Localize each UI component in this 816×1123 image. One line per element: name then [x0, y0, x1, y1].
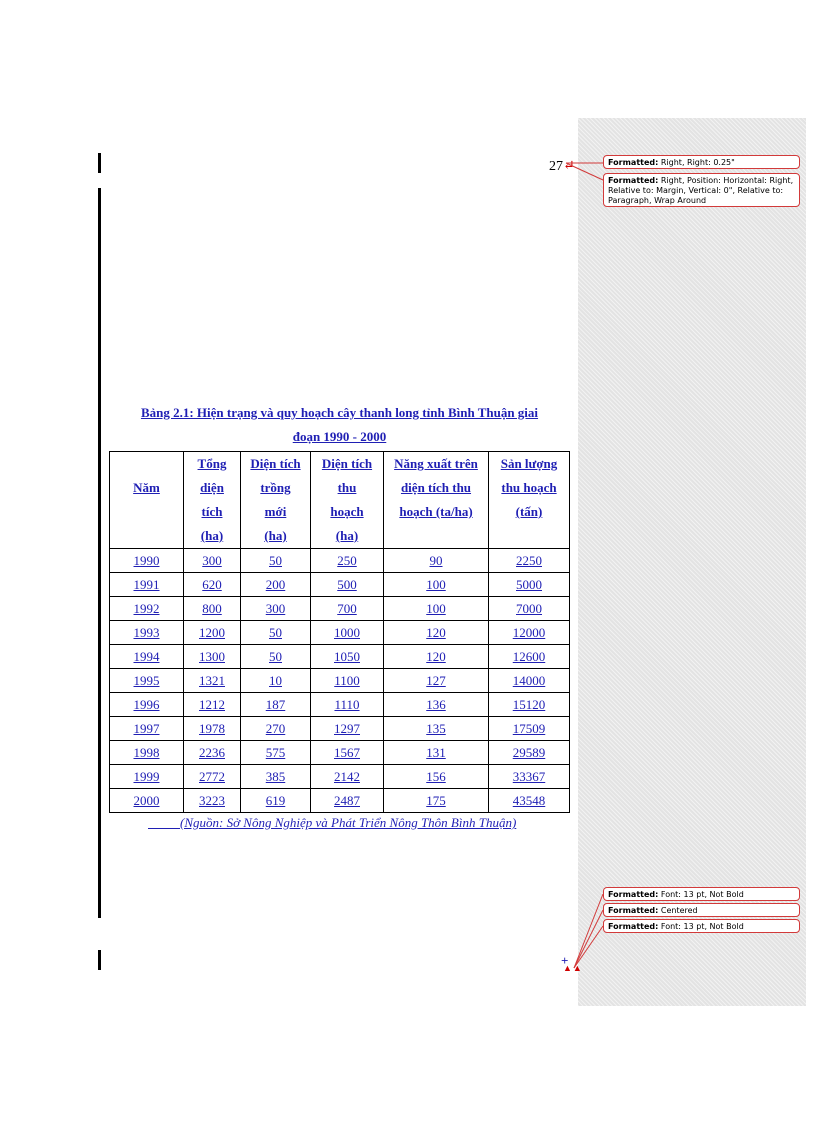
table-cell: 1997 — [110, 717, 184, 741]
table-cell: 2250 — [489, 549, 570, 573]
table-cell: 800 — [184, 597, 241, 621]
table-cell: 1996 — [110, 693, 184, 717]
header-line: (ha) — [264, 528, 287, 543]
table-cell: 187 — [241, 693, 311, 717]
header-line: (tấn) — [515, 504, 543, 519]
table-cell: 200 — [241, 573, 311, 597]
source-note: (Nguồn: Sở Nông Nghiệp và Phát Triển Nông Thôn Bình Thuận) — [180, 815, 517, 830]
table-row — [110, 717, 570, 741]
table-cell: 250 — [311, 549, 384, 573]
table-cell: 575 — [241, 741, 311, 765]
header-line: (ha) — [335, 528, 359, 543]
table-cell: 1100 — [311, 669, 384, 693]
table-row — [110, 669, 570, 693]
table-row — [110, 549, 570, 573]
table-cell: 120 — [384, 645, 489, 669]
table-cell: 12600 — [489, 645, 570, 669]
table-cell: 1995 — [110, 669, 184, 693]
table-cell: 12000 — [489, 621, 570, 645]
table-cell: 127 — [384, 669, 489, 693]
table-cell: 1200 — [184, 621, 241, 645]
header-line: (ha) — [200, 528, 224, 543]
table-row — [110, 621, 570, 645]
table-row — [110, 573, 570, 597]
table-cell: 135 — [384, 717, 489, 741]
table-cell: 1992 — [110, 597, 184, 621]
table-cell: 120 — [384, 621, 489, 645]
table-cell: 1300 — [184, 645, 241, 669]
table-row — [110, 741, 570, 765]
table-cell: 700 — [311, 597, 384, 621]
header-dien-tich-thu-hoach — [311, 452, 384, 549]
data-table — [109, 451, 570, 813]
table-cell: 500 — [311, 573, 384, 597]
table-cell: 619 — [241, 789, 311, 813]
comment-label: Formatted: — [608, 158, 659, 167]
header-line: thu hoạch — [501, 480, 557, 495]
table-cell: 136 — [384, 693, 489, 717]
header-line: trồng — [260, 480, 291, 495]
table-cell: 2000 — [110, 789, 184, 813]
table-cell: 270 — [241, 717, 311, 741]
table-title: Bảng 2.1: Hiện trạng và quy hoạch cây thanh long tỉnh Bình Thuận giai — [140, 405, 539, 420]
table-cell: 131 — [384, 741, 489, 765]
header-nam — [110, 452, 184, 549]
comment-text: Font: 13 pt, Not Bold — [660, 922, 744, 931]
table-cell: 1978 — [184, 717, 241, 741]
header-line: Năm — [133, 480, 160, 495]
page-number: 27↵ — [549, 159, 575, 174]
table-cell: 1000 — [311, 621, 384, 645]
table-cell: 100 — [384, 573, 489, 597]
comment-text: Right, Right: 0.25" — [660, 158, 735, 167]
table-cell: 385 — [241, 765, 311, 789]
revision-anchor-icon: ▲▲ — [563, 963, 583, 973]
table-row — [110, 789, 570, 813]
table-cell: 33367 — [489, 765, 570, 789]
table-row — [110, 645, 570, 669]
comment-label: Formatted: — [608, 906, 659, 915]
comment-text: Right, Position: Horizontal: Right, Relative to: Margin, Vertical: 0", Relative to: Paragraph, Wrap Around — [608, 176, 794, 205]
table-cell: 1212 — [184, 693, 241, 717]
paragraph-insert-mark: + — [561, 953, 569, 968]
table-cell: 43548 — [489, 789, 570, 813]
table-cell: 1993 — [110, 621, 184, 645]
table-cell: 1110 — [311, 693, 384, 717]
table-cell: 10 — [241, 669, 311, 693]
table-cell: 17509 — [489, 717, 570, 741]
header-line: Sản lượng — [500, 456, 558, 471]
table-cell: 175 — [384, 789, 489, 813]
comment-label: Formatted: — [608, 176, 659, 185]
header-nang-xuat — [384, 452, 489, 549]
table-cell: 2487 — [311, 789, 384, 813]
table-cell: 1297 — [311, 717, 384, 741]
table-cell: 29589 — [489, 741, 570, 765]
table-row — [110, 765, 570, 789]
table-cell: 1321 — [184, 669, 241, 693]
table-cell: 620 — [184, 573, 241, 597]
header-line: Năng xuất trên — [394, 456, 478, 471]
table-header-row — [110, 452, 570, 549]
table-cell: 5000 — [489, 573, 570, 597]
table-cell: 14000 — [489, 669, 570, 693]
header-line: Diện tích — [321, 456, 373, 471]
header-dien-tich-trong-moi — [241, 452, 311, 549]
table-cell: 1994 — [110, 645, 184, 669]
table-cell: 1991 — [110, 573, 184, 597]
header-line: hoạch (ta/ha) — [399, 504, 473, 519]
table-cell: 1567 — [311, 741, 384, 765]
comment-text: Centered — [660, 906, 698, 915]
table-row — [110, 693, 570, 717]
table-cell: 50 — [241, 549, 311, 573]
table-cell: 300 — [241, 597, 311, 621]
table-title: đoạn 1990 - 2000 — [292, 429, 387, 444]
comment-label: Formatted: — [608, 922, 659, 931]
table-cell: 156 — [384, 765, 489, 789]
table-row — [110, 597, 570, 621]
table-cell: 1999 — [110, 765, 184, 789]
header-line: diện tích thu — [400, 480, 472, 495]
header-line: hoạch — [330, 504, 364, 519]
header-line: thu — [337, 480, 357, 495]
table-cell: 1998 — [110, 741, 184, 765]
table-cell: 90 — [384, 549, 489, 573]
table-cell: 2142 — [311, 765, 384, 789]
table-cell: 1990 — [110, 549, 184, 573]
comment-text: Font: 13 pt, Not Bold — [660, 890, 744, 899]
table-cell: 1050 — [311, 645, 384, 669]
table-cell: 7000 — [489, 597, 570, 621]
table-cell: 300 — [184, 549, 241, 573]
header-san-luong — [489, 452, 570, 549]
table-cell: 3223 — [184, 789, 241, 813]
table-cell: 15120 — [489, 693, 570, 717]
header-line: mới — [264, 504, 287, 519]
header-tong-dien-tich — [184, 452, 241, 549]
table-cell: 100 — [384, 597, 489, 621]
table-cell: 2236 — [184, 741, 241, 765]
table-cell: 50 — [241, 645, 311, 669]
header-line: tích — [201, 504, 223, 519]
header-line: Diện tích — [250, 456, 301, 471]
source-indent-underline — [148, 828, 180, 829]
header-line: Tổng — [197, 456, 227, 471]
table-cell: 2772 — [184, 765, 241, 789]
table-cell: 50 — [241, 621, 311, 645]
comment-label: Formatted: — [608, 890, 659, 899]
header-line: diện — [200, 480, 224, 495]
